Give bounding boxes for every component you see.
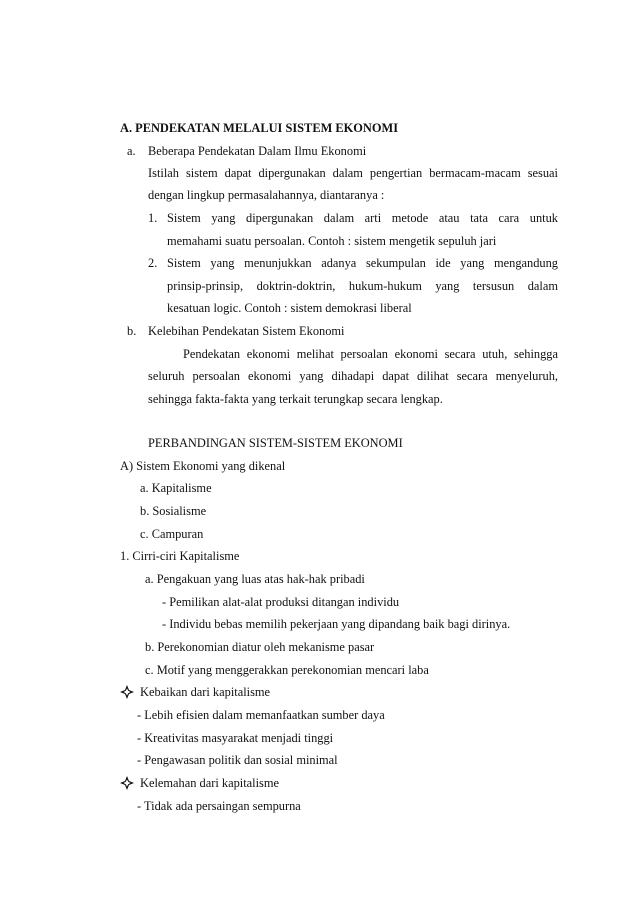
kebaikan-item: - Lebih efisien dalam memanfaatkan sumber daya (137, 708, 385, 722)
section-b-para-line1: Pendekatan ekonomi melihat persoalan ekonomi secara utuh, sehingga (183, 347, 558, 361)
ciri-b: b. Perekonomian diatur oleh mekanisme pasar (145, 640, 375, 654)
page-heading: A. PENDEKATAN MELALUI SISTEM EKONOMI (120, 121, 399, 135)
item2-line2: prinsip-prinsip, doktrin-doktrin, hukum-hukum yang tersusun dalam (167, 279, 558, 293)
kebaikan-item: - Pengawasan politik dan sosial minimal (137, 753, 338, 767)
item2-number: 2. (148, 256, 158, 270)
kebaikan-item: - Kreativitas masyarakat menjadi tinggi (137, 731, 334, 745)
item1-line1: Sistem yang dipergunakan dalam arti metode atau tata cara untuk (167, 211, 558, 225)
section-b-title: Kelebihan Pendekatan Sistem Ekonomi (148, 324, 345, 338)
system-item-sosialisme: b. Sosialisme (140, 504, 207, 518)
item1-line2: memahami suatu persoalan. Contoh : sistem mengetik sepuluh jari (167, 234, 497, 248)
section-b-para-line3: sehingga fakta-fakta yang terkait terungkap secara lengkap. (148, 392, 443, 406)
section-a-intro-line1: Istilah sistem dapat dipergunakan dalam pengertian bermacam-macam sesuai (148, 166, 558, 180)
kelemahan-title: Kelemahan dari kapitalisme (140, 776, 279, 790)
section-a-label: a. (127, 144, 136, 158)
item2-line1: Sistem yang menunjukkan adanya sekumpulan ide yang mengandung (167, 256, 558, 270)
ciri-c: c. Motif yang menggerakkan perekonomian mencari laba (145, 663, 429, 677)
kelemahan-item: - Tidak ada persaingan sempurna (137, 799, 301, 813)
ciri-a-sub2: - Individu bebas memilih pekerjaan yang dipandang baik bagi dirinya. (162, 617, 511, 631)
item1-number: 1. (148, 211, 158, 225)
section-b-para-line2: seluruh persoalan ekonomi yang dihadapi dapat dilihat secara menyeluruh, (148, 369, 558, 383)
systems-known-label: A) Sistem Ekonomi yang dikenal (120, 459, 286, 473)
item2-line3: kesatuan logic. Contoh : sistem demokrasi liberal (167, 301, 412, 315)
system-item-campuran: c. Campuran (140, 527, 204, 541)
section-a-title: Beberapa Pendekatan Dalam Ilmu Ekonomi (148, 144, 367, 158)
ciri-title: 1. Cirri-ciri Kapitalisme (120, 549, 240, 563)
kebaikan-title: Kebaikan dari kapitalisme (140, 685, 271, 699)
ciri-a: a. Pengakuan yang luas atas hak-hak pribadi (145, 572, 365, 586)
system-item-kapitalisme: a. Kapitalisme (140, 481, 212, 495)
section-a-intro-line2: dengan lingkup permasalahannya, diantaranya : (148, 188, 385, 202)
diamond-bullet-icon (120, 685, 134, 699)
diamond-bullet-icon (120, 776, 134, 790)
ciri-a-sub1: - Pemilikan alat-alat produksi ditangan individu (162, 595, 400, 609)
section-b-label: b. (127, 324, 137, 338)
comparison-title: PERBANDINGAN SISTEM-SISTEM EKONOMI (148, 436, 403, 450)
